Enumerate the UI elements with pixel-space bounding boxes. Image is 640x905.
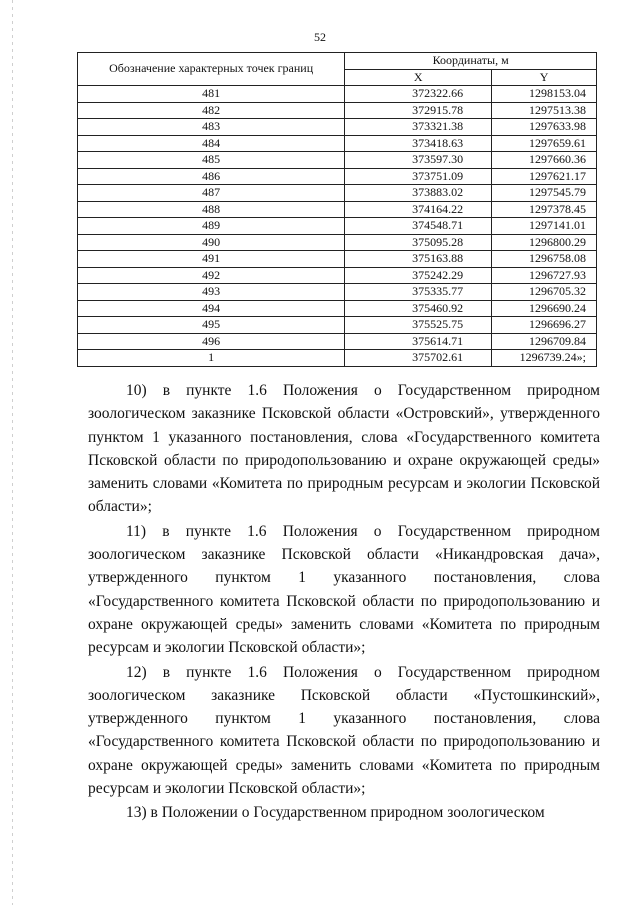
- table-body: [78, 86, 597, 367]
- cell-point: 1: [78, 350, 345, 367]
- cell-point: 494: [78, 300, 345, 317]
- cell-x: 375335.77: [345, 284, 492, 301]
- cell-point: 490: [78, 234, 345, 251]
- cell-x: 373883.02: [345, 185, 492, 202]
- table-row: [78, 135, 597, 152]
- cell-point: 485: [78, 152, 345, 169]
- cell-point: 481: [78, 86, 345, 103]
- scan-margin-line: [12, 0, 13, 905]
- coordinates-table: [77, 52, 597, 367]
- table-row: [78, 102, 597, 119]
- cell-x: 373321.38: [345, 119, 492, 136]
- cell-x: 374548.71: [345, 218, 492, 235]
- cell-y: 1296690.24: [492, 300, 597, 317]
- cell-y: 1297513.38: [492, 102, 597, 119]
- cell-x: 375242.29: [345, 267, 492, 284]
- table-row: [78, 284, 597, 301]
- header-coordinates: Координаты, м: [345, 53, 597, 70]
- page-number: 52: [314, 30, 326, 44]
- cell-y: 1296696.27: [492, 317, 597, 334]
- table-row: [78, 251, 597, 268]
- cell-x: 373597.30: [345, 152, 492, 169]
- cell-y: 1297141.01: [492, 218, 597, 235]
- cell-y: 1296739.24»;: [492, 350, 597, 367]
- header-point-designation: Обозначение характерных точек границ: [78, 53, 345, 86]
- cell-y: 1298153.04: [492, 86, 597, 103]
- cell-x: 375163.88: [345, 251, 492, 268]
- cell-point: 491: [78, 251, 345, 268]
- cell-x: 375702.61: [345, 350, 492, 367]
- cell-x: 375460.92: [345, 300, 492, 317]
- table-row: [78, 185, 597, 202]
- table-row: [78, 119, 597, 136]
- header-y: Y: [492, 69, 597, 86]
- paragraph-13: 13) в Положении о Государственном природном зоологическом: [126, 804, 545, 822]
- document-text: [88, 379, 600, 825]
- cell-x: 372322.66: [345, 86, 492, 103]
- table-row: [78, 234, 597, 251]
- cell-y: 1297378.45: [492, 201, 597, 218]
- cell-point: 489: [78, 218, 345, 235]
- cell-point: 488: [78, 201, 345, 218]
- cell-x: 372915.78: [345, 102, 492, 119]
- cell-point: 492: [78, 267, 345, 284]
- cell-x: 373751.09: [345, 168, 492, 185]
- cell-y: 1297659.61: [492, 135, 597, 152]
- table-row: [78, 317, 597, 334]
- cell-point: 482: [78, 102, 345, 119]
- table-row: [78, 201, 597, 218]
- cell-point: 486: [78, 168, 345, 185]
- paragraph-11: 11) в пункте 1.6 Положения о Государственном природном зоологическом заказнике Псковской области «Никандровская дача», утвержденного пунктом 1 указанного постановления, слова «Государственного комитета Псковской области по природопользованию и охране окружающей среды» заменить словами «Комитета по природным ресурсам и экологии Псковской области»;: [88, 522, 600, 657]
- paragraph-12: 12) в пункте 1.6 Положения о Государственном природном зоологическом заказнике Псковской области «Пустошкинский», утвержденного пунктом 1 указанного постановления, слова «Государственного комитета Псковской области по природопользованию и охране окружающей среды» заменить словами «Комитета по природным ресурсам и экологии Псковской области»;: [88, 663, 600, 798]
- table-row: [78, 350, 597, 367]
- table-row: [78, 333, 597, 350]
- cell-y: 1296727.93: [492, 267, 597, 284]
- cell-y: 1296709.84: [492, 333, 597, 350]
- table-row: [78, 267, 597, 284]
- cell-point: 493: [78, 284, 345, 301]
- cell-y: 1297545.79: [492, 185, 597, 202]
- cell-y: 1296800.29: [492, 234, 597, 251]
- cell-y: 1297660.36: [492, 152, 597, 169]
- paragraph-10: 10) в пункте 1.6 Положения о Государственном природном зоологическом заказнике Псковской области «Островский», утвержденного пунктом 1 указанного постановления, слова «Государственного комитета Псковской области по природопользованию и охране окружающей среды» заменить словами «Комитета по природным ресурсам и экологии Псковской области»;: [88, 382, 600, 516]
- cell-y: 1297633.98: [492, 119, 597, 136]
- table-row: [78, 86, 597, 103]
- table-row: [78, 152, 597, 169]
- cell-point: 496: [78, 333, 345, 350]
- cell-point: 487: [78, 185, 345, 202]
- cell-point: 495: [78, 317, 345, 334]
- table-row: [78, 168, 597, 185]
- cell-x: 375095.28: [345, 234, 492, 251]
- cell-y: 1296758.08: [492, 251, 597, 268]
- cell-x: 374164.22: [345, 201, 492, 218]
- cell-x: 375614.71: [345, 333, 492, 350]
- cell-y: 1296705.32: [492, 284, 597, 301]
- cell-x: 373418.63: [345, 135, 492, 152]
- cell-point: 484: [78, 135, 345, 152]
- table-row: [78, 300, 597, 317]
- table-row: [78, 218, 597, 235]
- cell-y: 1297621.17: [492, 168, 597, 185]
- cell-x: 375525.75: [345, 317, 492, 334]
- header-x: X: [345, 69, 492, 86]
- cell-point: 483: [78, 119, 345, 136]
